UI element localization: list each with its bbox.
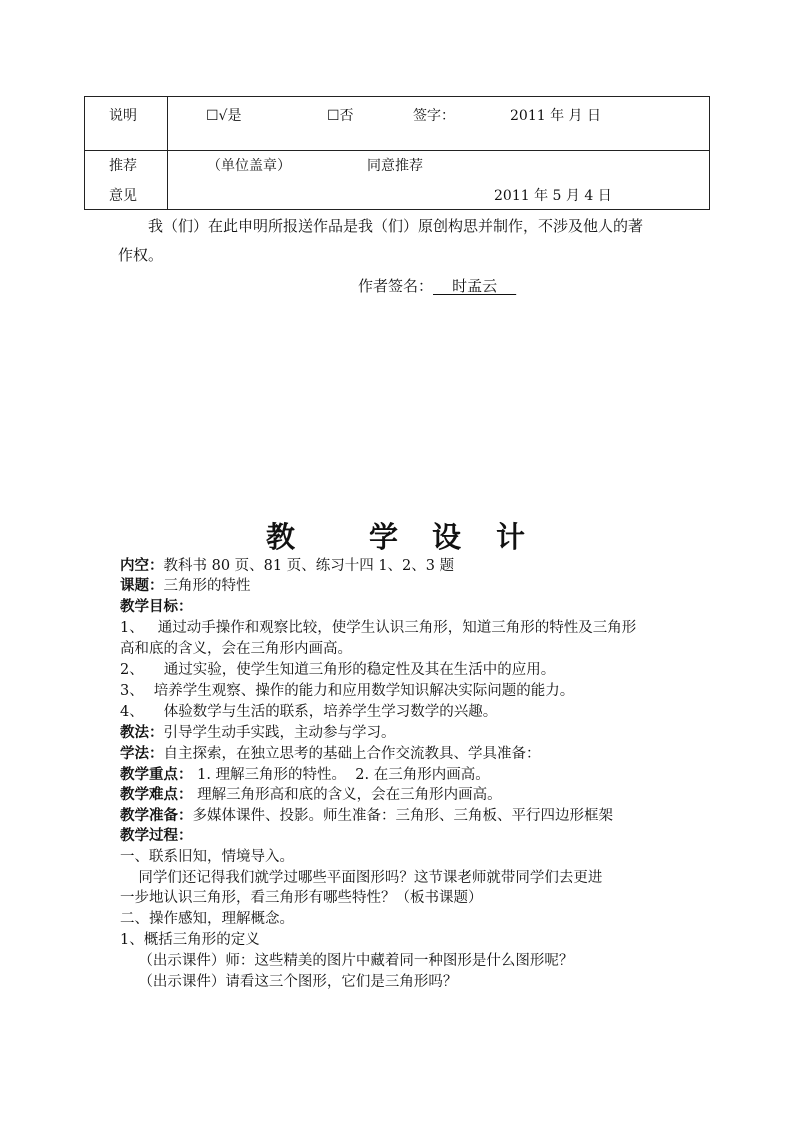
- preparation-label: 教学准备：: [120, 807, 193, 824]
- recommendation-table: [84, 96, 710, 210]
- goal-number: 1、: [120, 620, 144, 636]
- learning-method-line: [120, 745, 541, 763]
- author-label: 作者签名：: [358, 277, 434, 295]
- table-row-divider: [85, 150, 709, 151]
- topic-label: 课题：: [120, 577, 164, 594]
- content-line: [120, 557, 454, 575]
- option-no: ☐否: [327, 108, 354, 124]
- teaching-method-text: 引导学生动手实践，主动参与学习。: [163, 725, 396, 741]
- title-char-1: 教: [266, 520, 296, 554]
- process-line: 1、概括三角形的定义: [120, 932, 260, 948]
- title-char-4: 计: [496, 520, 526, 554]
- difficulties-line: [120, 786, 502, 804]
- goal-item: [120, 703, 497, 721]
- goal-number: 2、: [120, 662, 144, 678]
- row-label-recommend: 推荐: [109, 158, 137, 174]
- declaration-line-1: 我（们）在此申明所报送作品是我（们）原创构思并制作，不涉及他人的著: [148, 217, 644, 235]
- topic-line: [120, 577, 251, 595]
- content-label: 内空：: [120, 557, 164, 574]
- declaration-line-2: 作权。: [118, 246, 164, 264]
- goal-text: 通过实验，使学生知道三角形的稳定性及其在生活中的应用。: [163, 662, 556, 678]
- goal-text: 通过动手操作和观察比较，使学生认识三角形，知道三角形的特性及三角形: [157, 620, 637, 636]
- goal-item: [120, 682, 574, 700]
- title-char-3: 设: [432, 520, 462, 554]
- topic-text: 三角形的特性: [163, 578, 251, 594]
- goal-text: 体验数学与生活的联系，培养学生学习数学的兴趣。: [163, 704, 498, 720]
- teaching-method-label: 教法：: [120, 724, 164, 741]
- row-label-explanation: 说明: [109, 108, 137, 124]
- key-points-line: [120, 766, 490, 784]
- difficulties-text: 理解三角形高和底的含义，会在三角形内画高。: [192, 787, 502, 803]
- goal-text: 培养学生观察、操作的能力和应用数学知识解决实际问题的能力。: [153, 683, 575, 699]
- content-text: 教科书 80 页、81 页、练习十四 1、2、3 题: [163, 558, 455, 574]
- row2-date: 2011 年 5 月 4 日: [494, 188, 612, 204]
- signature-label: 签字：: [413, 108, 455, 124]
- process-line: 一步地认识三角形，看三角形有哪些特性？（板书课题）: [120, 890, 483, 906]
- author-name: 时孟云: [433, 277, 517, 295]
- author-signature: [358, 276, 516, 296]
- learning-method-text: 自主探索，在独立思考的基础上合作交流教具、学具准备：: [163, 746, 541, 762]
- key-points-label: 教学重点：: [120, 766, 193, 783]
- goal-text: 高和底的含义，会在三角形内画高。: [120, 641, 352, 657]
- goals-heading: 教学目标：: [120, 598, 193, 615]
- preparation-text: 多媒体课件、投影。师生准备：三角形、三角板、平行四边形框架: [192, 808, 613, 824]
- process-heading: 教学过程：: [120, 827, 193, 844]
- table-column-divider: [167, 97, 168, 209]
- key-points-text: 1. 理解三角形的特性。 2. 在三角形内画高。: [192, 767, 490, 783]
- process-line: 同学们还记得我们就学过哪些平面图形吗？这节课老师就带同学们去更进: [120, 870, 603, 886]
- agree-recommend-label: 同意推荐: [367, 158, 423, 174]
- goal-item: [120, 661, 555, 679]
- goal-number: 3、: [120, 683, 144, 699]
- row-label-opinion: 意见: [109, 188, 137, 204]
- unit-stamp-label: （单位盖章）: [207, 158, 291, 174]
- goal-item: [120, 619, 636, 637]
- goal-item-continued: [120, 640, 352, 658]
- process-line: （出示课件）师：这些精美的图片中藏着同一种图形是什么图形呢？: [120, 953, 574, 969]
- preparation-line: [120, 807, 613, 825]
- goal-number: 4、: [120, 704, 144, 720]
- row1-date: 2011 年 月 日: [510, 108, 601, 124]
- process-line: 一、联系旧知，情境导入。: [120, 849, 294, 865]
- option-yes-checked: ☐√是: [206, 108, 242, 124]
- title-char-2: 学: [369, 520, 399, 554]
- difficulties-label: 教学难点：: [120, 786, 193, 803]
- process-line: 二、操作感知，理解概念。: [120, 911, 294, 927]
- teaching-method-line: [120, 724, 396, 742]
- learning-method-label: 学法：: [120, 745, 164, 762]
- process-line: （出示课件）请看这三个图形，它们是三角形吗？: [120, 974, 458, 990]
